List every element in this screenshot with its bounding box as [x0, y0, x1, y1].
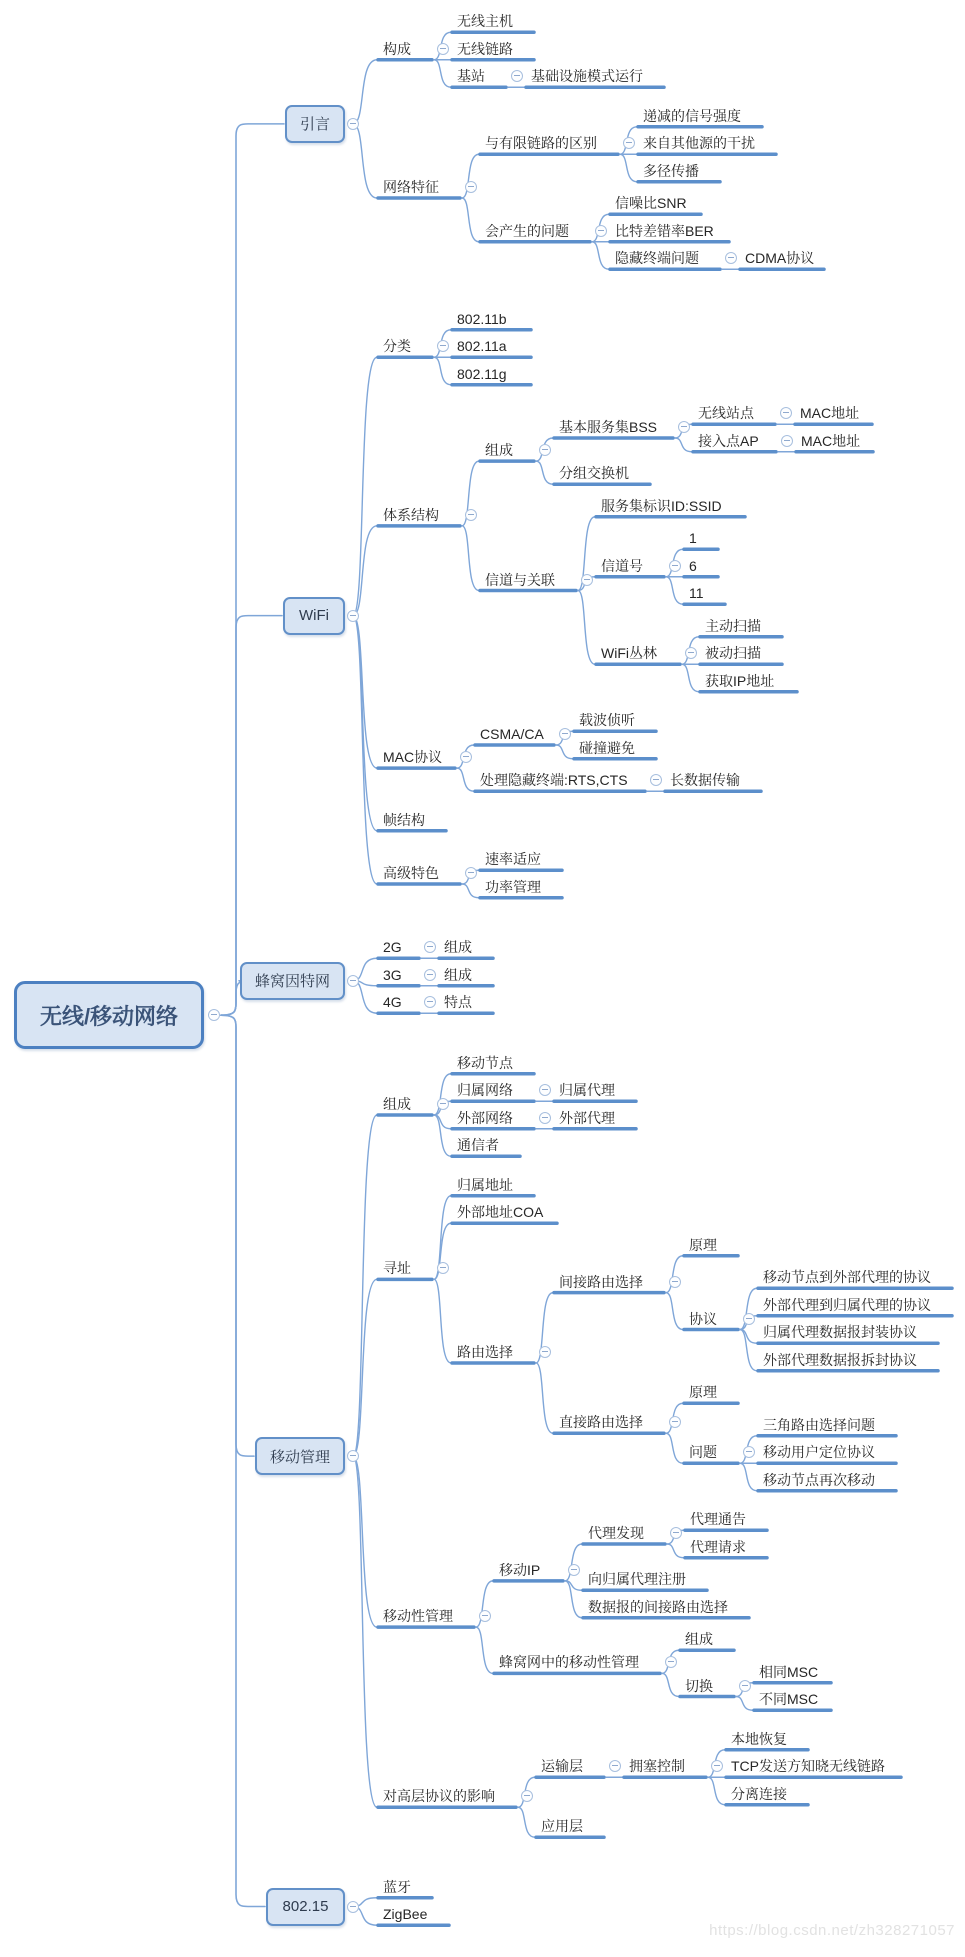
branch-connector: [666, 1433, 683, 1463]
topic-label[interactable]: 长数据传输: [670, 772, 740, 789]
topic-label[interactable]: 分离连接: [731, 1785, 787, 1802]
topic-label[interactable]: 组成: [485, 442, 513, 459]
topic-label[interactable]: 获取IP地址: [705, 672, 775, 689]
branch-connector: [353, 1456, 377, 1807]
collapse-icon[interactable]: [669, 560, 681, 572]
branch-connector: [565, 1581, 582, 1618]
topic-label[interactable]: 归属代理: [559, 1082, 615, 1099]
main-topic-box-topic[interactable]: 移动管理: [255, 1437, 345, 1475]
topic-label[interactable]: 归属网络: [457, 1082, 513, 1099]
topic-label[interactable]: MAC协议: [383, 749, 443, 766]
branch-connector: [740, 1330, 757, 1371]
collapse-icon[interactable]: [559, 728, 571, 740]
collapse-icon[interactable]: [743, 1313, 755, 1325]
branch-connector: [353, 1115, 377, 1456]
topic-label[interactable]: 归属代理数据报封装协议: [763, 1324, 917, 1341]
topic-label[interactable]: 速率适应: [485, 851, 541, 868]
branch-connector: [221, 1015, 254, 1456]
topic-label[interactable]: 外部代理数据报拆封协议: [763, 1351, 917, 1368]
topic-label[interactable]: 原理: [689, 1236, 717, 1253]
topic-label[interactable]: 三角路由选择问题: [763, 1416, 875, 1433]
topic-label[interactable]: 802.11g: [457, 365, 507, 382]
branch-connector: [221, 616, 282, 1016]
branch-connector: [462, 884, 479, 898]
topic-label[interactable]: 帧结构: [383, 811, 425, 828]
branch-connector: [434, 60, 451, 88]
collapse-icon[interactable]: [595, 225, 607, 237]
topic-label[interactable]: 组成: [444, 939, 472, 956]
topic-label[interactable]: 移动IP: [499, 1561, 541, 1578]
topic-label[interactable]: 归属地址: [457, 1176, 513, 1193]
watermark: https://blog.csdn.net/zh328271057: [709, 1922, 955, 1939]
branch-connector: [434, 357, 451, 385]
topic-label[interactable]: 分组交换机: [559, 465, 629, 482]
topic-label[interactable]: 会产生的问题: [485, 222, 569, 239]
branch-connector: [708, 1777, 725, 1805]
topic-label[interactable]: MAC地址: [801, 432, 861, 449]
root-topic-box[interactable]: 无线/移动网络: [14, 981, 204, 1049]
topic-label[interactable]: 本地恢复: [731, 1730, 787, 1747]
topic-label[interactable]: 基站: [457, 68, 485, 85]
topic-label[interactable]: 与有限链路的区别: [485, 135, 597, 152]
topic-label[interactable]: 11: [689, 585, 704, 602]
collapse-icon[interactable]: [347, 975, 359, 987]
topic-label[interactable]: 相同MSC: [759, 1663, 819, 1680]
branch-connector: [434, 1115, 451, 1156]
branch-connector: [353, 616, 377, 769]
topic-label[interactable]: 问题: [689, 1444, 717, 1461]
topic-label[interactable]: CSMA/CA: [480, 726, 544, 742]
topic-label[interactable]: 通信者: [457, 1137, 499, 1154]
branch-connector: [592, 242, 609, 270]
collapse-icon[interactable]: [465, 867, 477, 879]
topic-label[interactable]: 递减的信号强度: [643, 107, 741, 124]
topic-label[interactable]: 6: [689, 557, 697, 574]
branch-connector: [662, 1673, 679, 1696]
collapse-icon[interactable]: [465, 181, 477, 193]
topic-label[interactable]: 构成: [383, 40, 411, 57]
branch-connector: [536, 1363, 553, 1433]
main-topic-box-topic[interactable]: 蜂窝因特网: [240, 962, 345, 1000]
branch-connector: [536, 461, 553, 484]
branch-connector: [353, 1279, 377, 1456]
topic-label[interactable]: 高级特色: [383, 865, 439, 881]
branch-connector: [556, 745, 573, 759]
topic-label[interactable]: 外部代理: [559, 1109, 615, 1126]
topic-label[interactable]: 无线主机: [457, 13, 513, 30]
topic-label[interactable]: 无线站点: [698, 405, 754, 422]
topic-label[interactable]: 蓝牙: [383, 1878, 411, 1895]
branch-connector: [736, 1697, 753, 1711]
topic-label[interactable]: 代理通告: [690, 1511, 746, 1528]
collapse-icon[interactable]: [568, 1564, 580, 1576]
topic-label[interactable]: 外部代理到归属代理的协议: [763, 1296, 931, 1313]
topic-label[interactable]: 寻址: [383, 1260, 411, 1277]
main-topic-box-topic[interactable]: 引言: [285, 105, 345, 143]
branch-connector: [476, 1627, 493, 1673]
branch-connector: [462, 526, 479, 591]
topic-label[interactable]: 被动扫描: [705, 645, 761, 662]
topic-label[interactable]: 路由选择: [457, 1343, 513, 1360]
branch-connector: [675, 438, 692, 452]
branch-connector: [353, 60, 377, 124]
topic-label[interactable]: 2G: [383, 939, 402, 956]
topic-label[interactable]: 代理请求: [690, 1538, 746, 1555]
topic-label[interactable]: 特点: [444, 994, 472, 1011]
topic-label[interactable]: 组成: [383, 1096, 411, 1112]
topic-label[interactable]: 外部地址COA: [457, 1204, 544, 1221]
topic-label[interactable]: 运输层: [541, 1758, 583, 1775]
collapse-icon[interactable]: [539, 1346, 551, 1358]
topic-label[interactable]: 碰撞避免: [579, 739, 635, 756]
topic-label[interactable]: 信道与关联: [485, 571, 555, 588]
topic-label[interactable]: 比特差错率BER: [615, 222, 714, 239]
collapse-icon[interactable]: [669, 1276, 681, 1288]
collapse-icon[interactable]: [581, 574, 593, 586]
branch-connector: [353, 526, 377, 616]
branch-connector: [666, 577, 683, 605]
topic-label[interactable]: ZigBee: [383, 1906, 428, 1923]
topic-label[interactable]: 移动性管理: [383, 1608, 453, 1625]
collapse-icon[interactable]: [347, 1901, 359, 1913]
topic-label[interactable]: 无线链路: [457, 40, 513, 57]
topic-label[interactable]: 4G: [383, 994, 402, 1011]
collapse-icon[interactable]: [539, 1112, 551, 1124]
branch-connector: [666, 1293, 683, 1330]
topic-label[interactable]: 对高层协议的影响: [383, 1788, 495, 1805]
topic-label[interactable]: 分类: [383, 338, 411, 355]
topic-label[interactable]: 处理隐藏终端:RTS,CTS: [480, 772, 628, 789]
collapse-icon[interactable]: [347, 610, 359, 622]
topic-label[interactable]: 协议: [689, 1310, 717, 1327]
branch-connector: [682, 664, 699, 692]
branch-connector: [457, 768, 474, 791]
topic-label[interactable]: 组成: [685, 1631, 713, 1648]
topic-label[interactable]: 移动节点再次移动: [763, 1471, 875, 1488]
collapse-icon[interactable]: [424, 969, 436, 981]
topic-label[interactable]: 隐藏终端问题: [615, 250, 699, 267]
collapse-icon[interactable]: [739, 1680, 751, 1692]
topic-label[interactable]: TCP发送方知晓无线链路: [731, 1758, 885, 1775]
topic-label[interactable]: 3G: [383, 966, 402, 983]
topic-label[interactable]: 不同MSC: [759, 1691, 819, 1708]
collapse-icon[interactable]: [678, 421, 690, 433]
branch-connector: [353, 1456, 377, 1627]
collapse-icon[interactable]: [437, 43, 449, 55]
topic-label[interactable]: 代理发现: [588, 1525, 644, 1541]
topic-label[interactable]: 数据报的间接路由选择: [588, 1598, 728, 1615]
topic-label[interactable]: 来自其他源的干扰: [643, 135, 755, 152]
branch-connector: [740, 1463, 757, 1491]
topic-label[interactable]: 802.11b: [457, 310, 507, 327]
branch-connector: [518, 1807, 535, 1837]
topic-label[interactable]: 向归属代理注册: [588, 1571, 686, 1588]
topic-label[interactable]: 基本服务集BSS: [559, 419, 658, 435]
topic-label[interactable]: 直接路由选择: [559, 1414, 643, 1431]
topic-label[interactable]: 802.11a: [457, 338, 507, 355]
topic-label[interactable]: 功率管理: [485, 878, 541, 895]
collapse-icon[interactable]: [437, 1098, 449, 1110]
collapse-icon[interactable]: [670, 1527, 682, 1539]
branch-connector: [353, 124, 377, 198]
topic-label[interactable]: 信噪比SNR: [615, 195, 687, 212]
topic-label[interactable]: 移动用户定位协议: [763, 1444, 875, 1461]
topic-label[interactable]: 多径传播: [643, 162, 699, 179]
topic-label[interactable]: 基础设施模式运行: [531, 68, 643, 85]
topic-label[interactable]: 移动节点到外部代理的协议: [763, 1269, 931, 1286]
topic-label[interactable]: 切换: [685, 1677, 713, 1694]
branch-connector: [620, 154, 637, 182]
topic-label[interactable]: 外部网络: [457, 1109, 513, 1126]
topic-label[interactable]: 应用层: [541, 1818, 583, 1835]
branch-connector: [353, 357, 377, 615]
topic-label[interactable]: 主动扫描: [705, 617, 761, 634]
topic-label[interactable]: CDMA协议: [745, 250, 815, 267]
topic-label[interactable]: 服务集标识ID:SSID: [601, 497, 722, 514]
topic-label[interactable]: 组成: [444, 966, 472, 983]
branch-connector: [434, 1279, 451, 1363]
branch-connector: [353, 616, 377, 884]
main-topic-box-802-15[interactable]: 802.15: [266, 1888, 345, 1926]
topic-label[interactable]: 1: [689, 530, 697, 547]
branch-connector: [221, 124, 284, 1015]
topic-label[interactable]: 移动节点: [457, 1054, 513, 1071]
topic-label[interactable]: 拥塞控制: [629, 1758, 685, 1775]
collapse-icon[interactable]: [347, 118, 359, 130]
main-topic-box-wifi[interactable]: WiFi: [283, 597, 345, 635]
collapse-icon[interactable]: [465, 509, 477, 521]
topic-label[interactable]: 接入点AP: [698, 432, 759, 449]
topic-label[interactable]: 载波侦听: [579, 712, 635, 729]
topic-label[interactable]: MAC地址: [800, 405, 860, 422]
topic-label[interactable]: WiFi丛林: [601, 645, 657, 662]
topic-label[interactable]: 原理: [689, 1384, 717, 1401]
collapse-icon[interactable]: [781, 435, 793, 447]
topic-label[interactable]: 蜂窝网中的移动性管理: [499, 1654, 639, 1671]
branch-connector: [667, 1544, 684, 1558]
topic-label[interactable]: 网络特征: [383, 179, 439, 195]
topic-label[interactable]: 体系结构: [383, 506, 439, 523]
topic-label[interactable]: 信道号: [601, 557, 643, 574]
topic-label[interactable]: 间接路由选择: [559, 1273, 643, 1290]
branch-connector: [578, 591, 595, 665]
branch-connector: [462, 198, 479, 242]
